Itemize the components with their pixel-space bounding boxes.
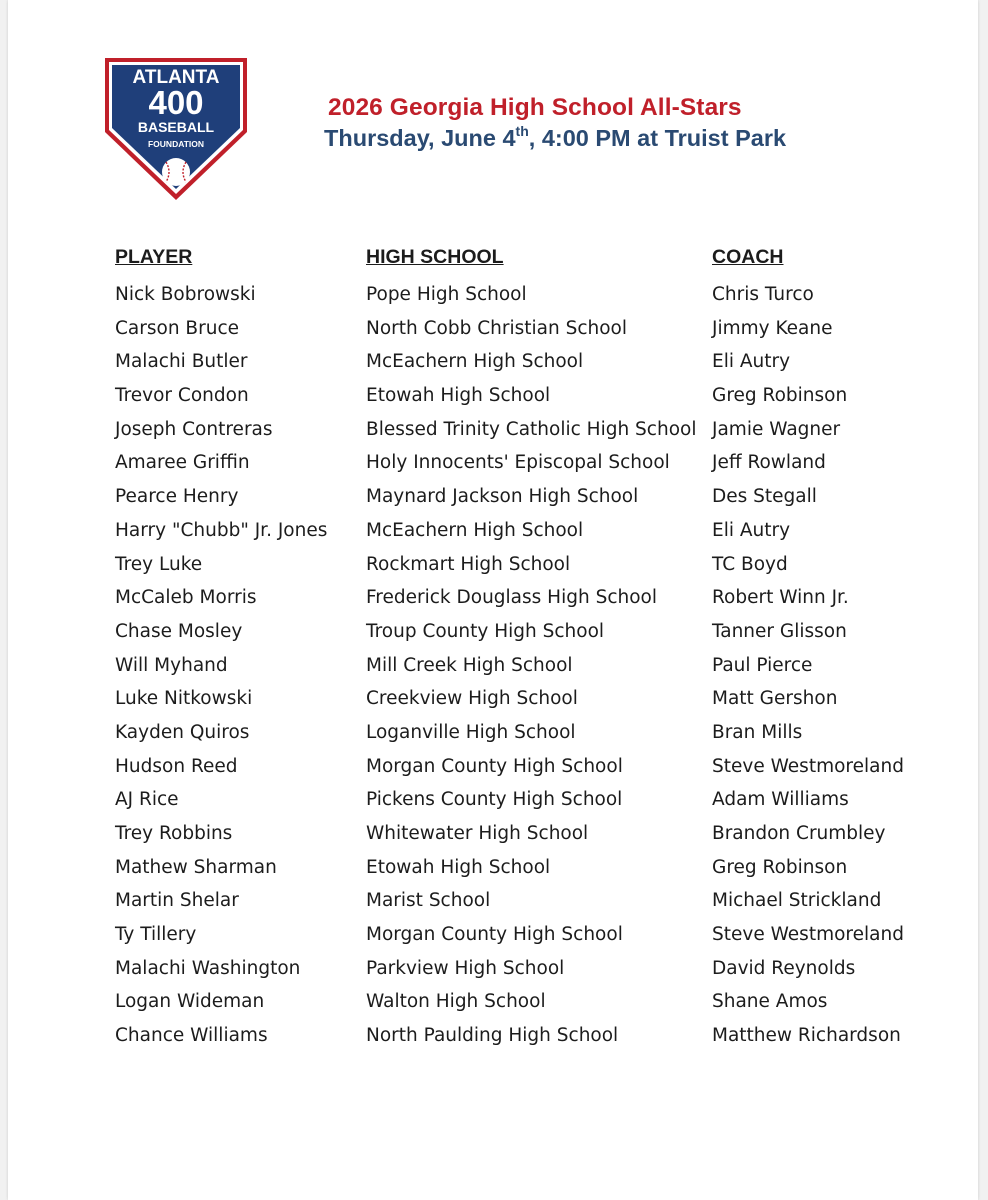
coach-name: Bran Mills <box>712 721 803 743</box>
coach-name: Michael Strickland <box>712 890 882 912</box>
player-name: AJ Rice <box>115 789 179 811</box>
coach-name: Jeff Rowland <box>712 452 826 474</box>
subtitle-date: Thursday, June 4 <box>324 125 516 151</box>
coach-name: Greg Robinson <box>712 856 848 878</box>
table-row <box>115 448 915 482</box>
table-row <box>115 583 915 617</box>
high-school-name: McEachern High School <box>366 351 584 373</box>
page-title: 2026 Georgia High School All-Stars <box>328 94 742 121</box>
coach-name: Adam Williams <box>712 789 849 811</box>
high-school-name: McEachern High School <box>366 519 584 541</box>
player-name: Mathew Sharman <box>115 856 277 878</box>
player-name: Trey Luke <box>115 553 203 575</box>
high-school-name: Whitewater High School <box>366 823 589 844</box>
baseball-icon <box>162 158 190 186</box>
table-row <box>115 819 915 853</box>
coach-name: Eli Autry <box>712 519 791 541</box>
table-row <box>115 987 915 1021</box>
table-row <box>115 651 915 685</box>
table-row <box>115 381 915 415</box>
event-subtitle <box>324 125 884 152</box>
player-name: Joseph Contreras <box>115 418 273 440</box>
high-school-name: North Cobb Christian School <box>366 317 628 339</box>
player-name: McCaleb Morris <box>115 587 257 609</box>
player-name: Kayden Quiros <box>115 721 250 743</box>
high-school-name: Etowah High School <box>366 385 551 407</box>
table-row <box>115 482 915 516</box>
player-name: Ty Tillery <box>115 924 197 946</box>
high-school-name: Pickens County High School <box>366 789 623 811</box>
player-name: Will Myhand <box>115 654 228 676</box>
coach-name: Shane Amos <box>712 991 828 1013</box>
high-school-name: Frederick Douglass High School <box>366 587 657 609</box>
document-page <box>8 0 978 1200</box>
high-school-name: Walton High School <box>366 991 546 1013</box>
table-row <box>115 314 915 348</box>
player-name: Logan Wideman <box>115 991 265 1013</box>
subtitle-time-venue: , 4:00 PM at Truist Park <box>528 125 787 151</box>
high-school-name: Maynard Jackson High School <box>366 486 639 508</box>
table-row <box>115 415 915 449</box>
high-school-name: Mill Creek High School <box>366 654 573 676</box>
player-name: Hudson Reed <box>115 755 238 777</box>
player-name: Carson Bruce <box>115 317 239 339</box>
player-name: Malachi Butler <box>115 351 248 373</box>
logo-line-atlanta: ATLANTA <box>132 67 220 88</box>
table-row <box>115 785 915 819</box>
roster-body <box>115 280 915 1055</box>
high-school-name: Marist School <box>366 890 491 912</box>
high-school-name: Etowah High School <box>366 856 551 878</box>
table-row <box>115 886 915 920</box>
table-row <box>115 920 915 954</box>
logo-line-foundation: FOUNDATION <box>147 139 205 149</box>
column-header-coach: COACH <box>712 246 784 268</box>
coach-name: Jimmy Keane <box>712 317 833 339</box>
coach-name: Steve Westmoreland <box>712 755 904 777</box>
coach-name: Paul Pierce <box>712 654 813 676</box>
player-name: Amaree Griffin <box>115 452 250 474</box>
player-name: Harry "Chubb" Jr. Jones <box>115 519 328 541</box>
high-school-name: Pope High School <box>366 284 527 305</box>
player-name: Luke Nitkowski <box>115 688 253 710</box>
coach-name: Chris Turco <box>712 284 814 305</box>
high-school-name: Holy Innocents' Episcopal School <box>366 452 670 474</box>
column-header-player: PLAYER <box>115 246 193 268</box>
roster-table <box>115 244 915 1055</box>
player-name: Pearce Henry <box>115 486 239 508</box>
high-school-name: Morgan County High School <box>366 755 623 777</box>
table-row <box>115 550 915 584</box>
logo-line-baseball: BASEBALL <box>137 119 215 135</box>
coach-name: TC Boyd <box>712 553 788 575</box>
table-row <box>115 684 915 718</box>
subtitle-ordinal: th <box>515 123 529 139</box>
table-row <box>115 853 915 887</box>
table-row <box>115 347 915 381</box>
coach-name: Brandon Crumbley <box>712 823 886 844</box>
coach-name: Matt Gershon <box>712 688 838 710</box>
table-row <box>115 752 915 786</box>
coach-name: Jamie Wagner <box>712 418 841 440</box>
table-row <box>115 280 915 314</box>
roster-header-row <box>115 244 915 280</box>
atlanta-400-baseball-foundation-logo <box>101 54 251 204</box>
player-name: Trevor Condon <box>115 385 249 407</box>
coach-name: Greg Robinson <box>712 385 848 407</box>
high-school-name: Loganville High School <box>366 721 576 743</box>
player-name: Malachi Washington <box>115 957 301 979</box>
high-school-name: Blessed Trinity Catholic High School <box>366 418 697 440</box>
player-name: Chase Mosley <box>115 620 243 642</box>
high-school-name: Morgan County High School <box>366 924 623 946</box>
coach-name: Matthew Richardson <box>712 1025 901 1047</box>
coach-name: Eli Autry <box>712 351 791 373</box>
player-name: Trey Robbins <box>115 823 233 844</box>
coach-name: Steve Westmoreland <box>712 924 904 946</box>
logo-line-400: 400 <box>148 84 204 121</box>
high-school-name: Creekview High School <box>366 688 578 710</box>
high-school-name: Troup County High School <box>366 620 605 642</box>
player-name: Nick Bobrowski <box>115 284 256 305</box>
coach-name: Des Stegall <box>712 486 817 508</box>
coach-name: Tanner Glisson <box>712 620 847 642</box>
player-name: Chance Williams <box>115 1025 268 1047</box>
column-header-high-school: HIGH SCHOOL <box>366 246 504 268</box>
table-row <box>115 617 915 651</box>
high-school-name: Rockmart High School <box>366 553 571 575</box>
player-name: Martin Shelar <box>115 890 239 912</box>
high-school-name: North Paulding High School <box>366 1025 619 1047</box>
high-school-name: Parkview High School <box>366 957 565 979</box>
coach-name: David Reynolds <box>712 957 856 979</box>
coach-name: Robert Winn Jr. <box>712 587 849 609</box>
table-row <box>115 954 915 988</box>
table-row <box>115 1021 915 1055</box>
table-row <box>115 516 915 550</box>
table-row <box>115 718 915 752</box>
